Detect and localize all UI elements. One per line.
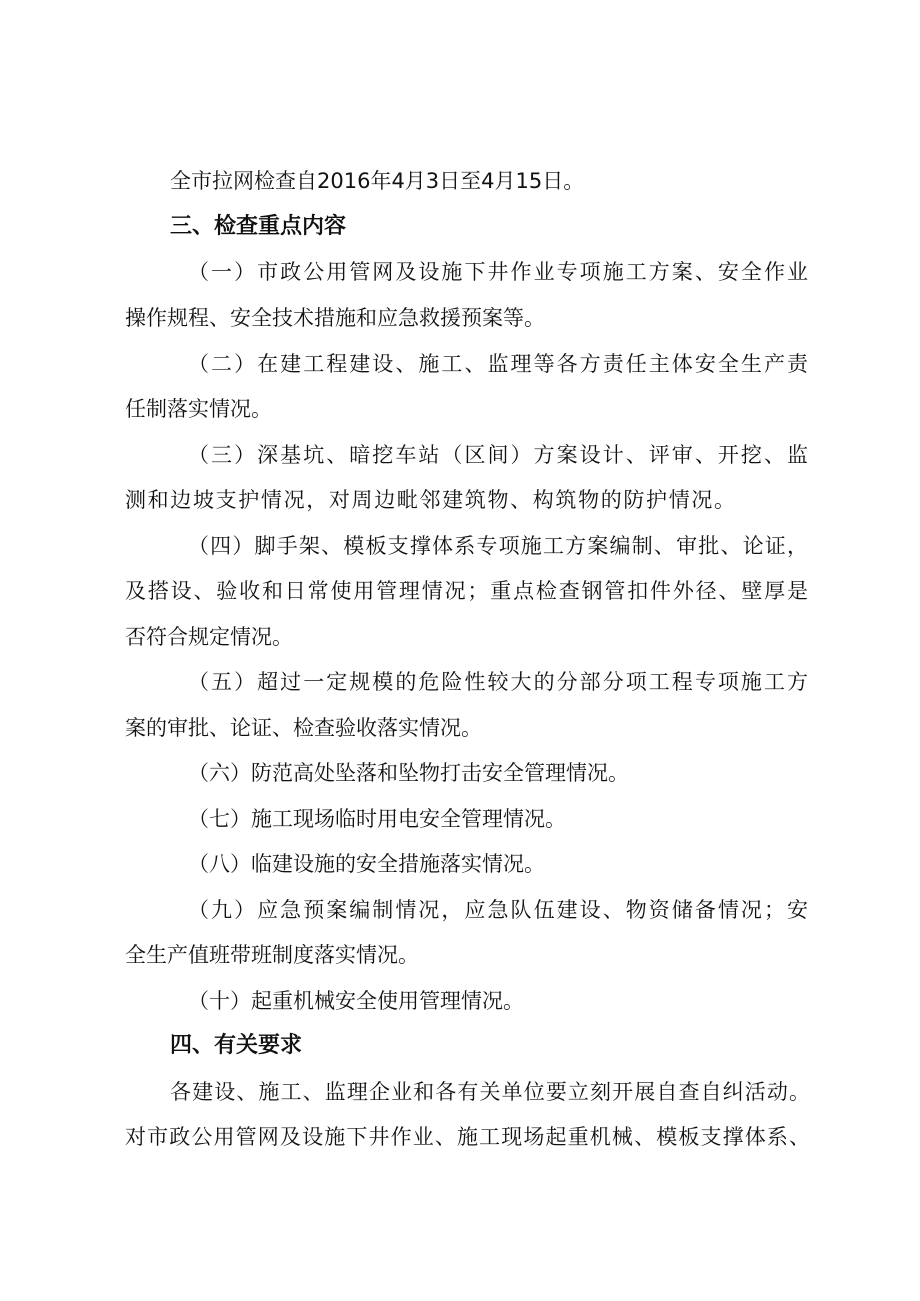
item-4-line-1: （四）脚手架、模板支撑体系专项施工方案编制、审批、论证， [188,534,808,558]
requirements-line-2: 对市政公用管网及设施下井作业、施工现场起重机械、模板支撑体系、 [125,1125,810,1149]
paragraph-inspection-period: 全市拉网检查自2016年4月3日至4月15日。 [170,169,585,193]
item-6: （六）防范高处坠落和坠物打击安全管理情况。 [188,761,629,785]
item-9-line-2: 全生产值班带班制度落实情况。 [125,943,419,967]
requirements-line-1: 各建设、施工、监理企业和各有关单位要立刻开展自查自纠活动。 [170,1080,810,1104]
item-8: （八）临建设施的安全措施落实情况。 [188,852,545,876]
item-2-line-2: 任制落实情况。 [125,397,272,421]
item-4-line-2: 及搭设、验收和日常使用管理情况；重点检查钢管扣件外径、壁厚是 [125,579,808,603]
item-9-line-1: （九）应急预案编制情况，应急队伍建设、物资储备情况；安 [188,898,808,922]
section-heading-4: 四、有关要求 [170,1033,303,1058]
item-1-line-1: （一）市政公用管网及设施下井作业专项施工方案、安全作业 [188,260,808,284]
item-5-line-2: 案的审批、论证、检查验收落实情况。 [125,716,482,740]
item-2-line-1: （二）在建工程建设、施工、监理等各方责任主体安全生产责 [188,352,808,376]
item-3-line-1: （三）深基坑、暗挖车站（区间）方案设计、评审、开挖、监 [188,443,808,467]
item-5-line-1: （五）超过一定规模的危险性较大的分部分项工程专项施工方 [188,670,808,694]
item-4-line-3: 否符合规定情况。 [125,625,293,649]
item-3-line-2: 测和边坡支护情况，对周边毗邻建筑物、构筑物的防护情况。 [125,488,735,512]
section-heading-3: 三、检查重点内容 [170,214,347,239]
item-1-line-2: 操作规程、安全技术措施和应急救援预案等。 [125,306,545,330]
item-10: （十）起重机械安全使用管理情况。 [188,989,524,1013]
item-7: （七）施工现场临时用电安全管理情况。 [188,807,566,831]
